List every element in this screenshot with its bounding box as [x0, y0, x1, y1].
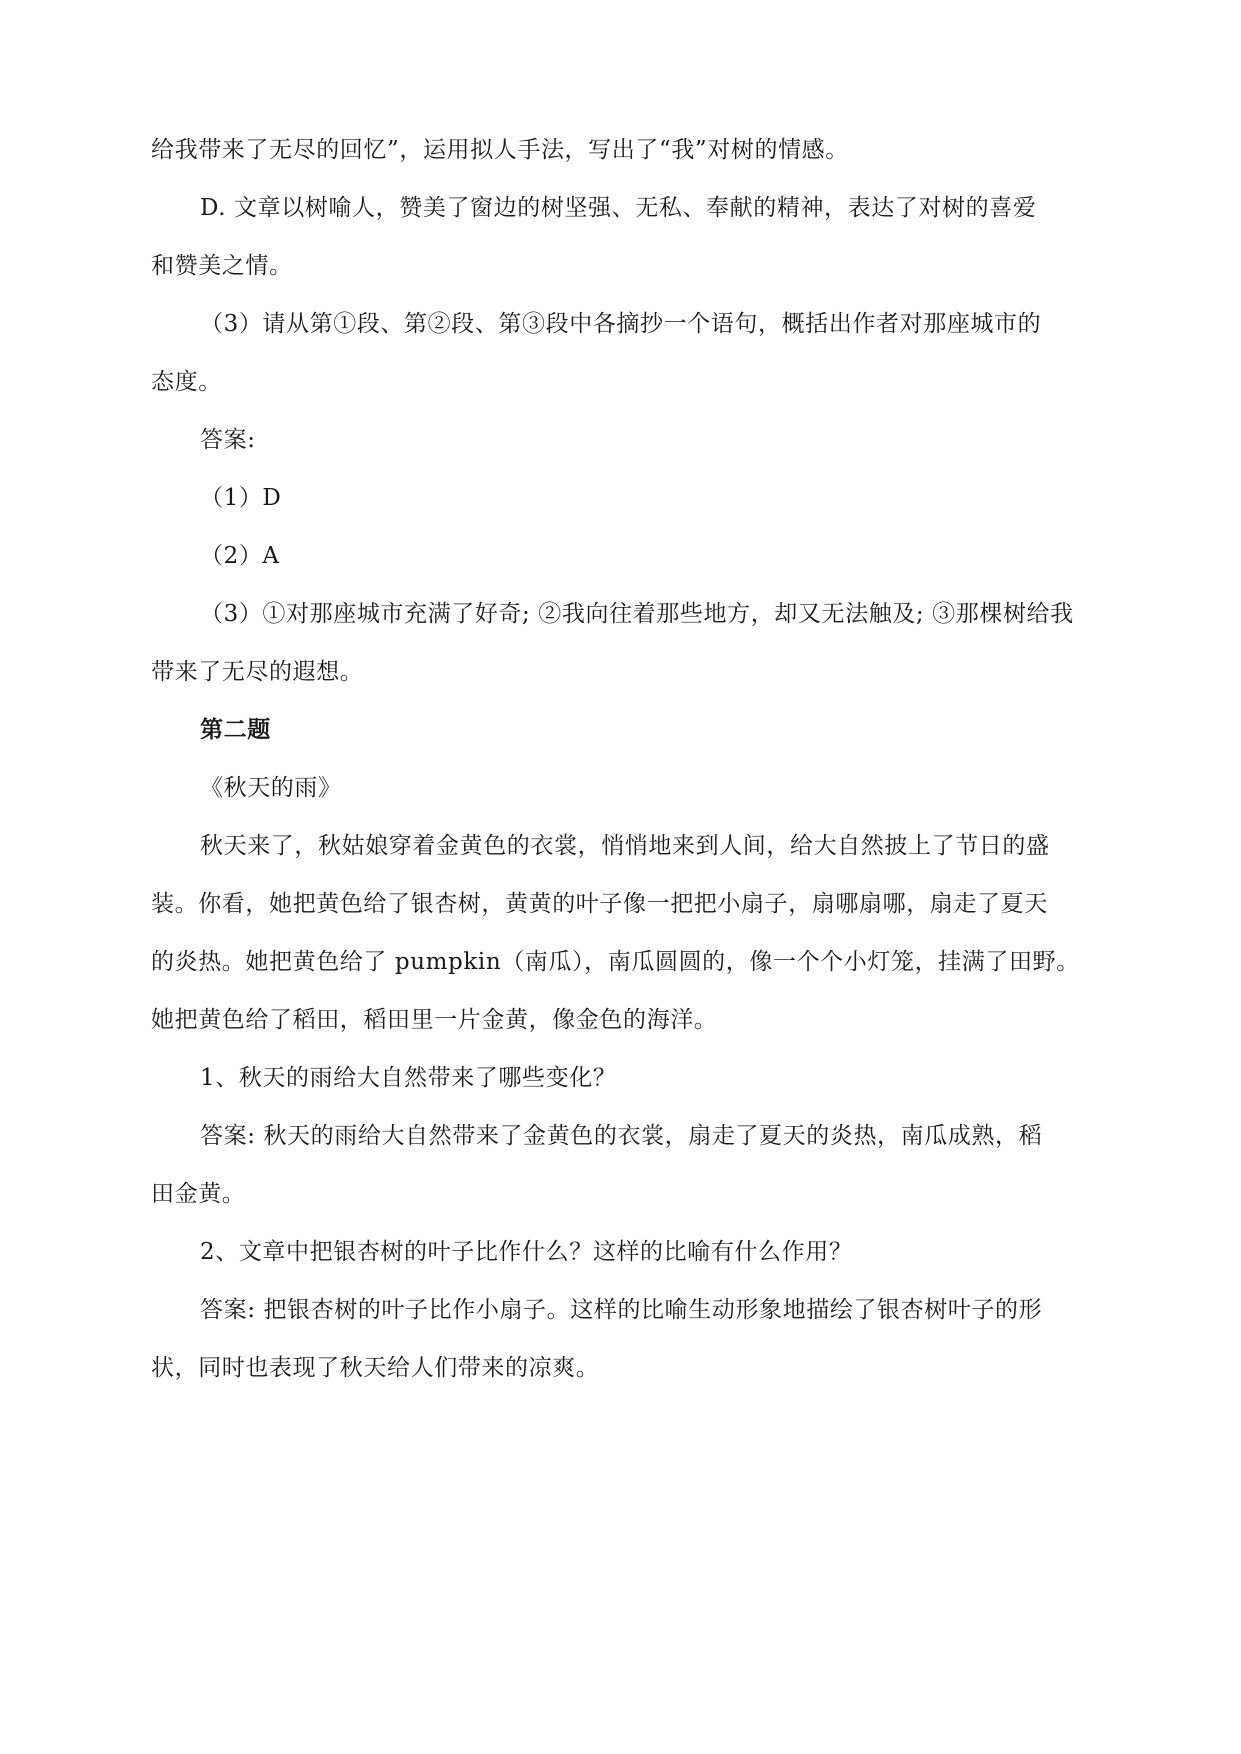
answer-1: （1）D	[200, 485, 282, 511]
passage-line-2: 装。你看，她把黄色给了银杏树，黄黄的叶子像一把把小扇子，扇哪扇哪，扇走了夏天	[151, 891, 1048, 917]
passage-title: 《秋天的雨》	[200, 775, 342, 801]
answer-3-line: （3）①对那座城市充满了好奇; ②我向往着那些地方，却又无法触及; ③那棵树给我	[200, 601, 1074, 627]
answer-label: 答案:	[200, 427, 256, 453]
question-3-line: （3）请从第①段、第②段、第③段中各摘抄一个语句，概括出作者对那座城市的	[200, 311, 1042, 337]
answer-3-continuation: 带来了无尽的遐想。	[151, 659, 364, 685]
answer-2: （2）A	[200, 543, 280, 569]
option-d-line: D. 文章以树喻人，赞美了窗边的树坚强、无私、奉献的精神，表达了对树的喜爱	[200, 195, 1037, 221]
passage-line-4: 她把黄色给了稻田，稻田里一片金黄，像金色的海洋。	[151, 1007, 718, 1033]
question-1-answer-continuation: 田金黄。	[151, 1181, 246, 1207]
section-heading: 第二题	[200, 717, 271, 743]
question-1-answer: 答案: 秋天的雨给大自然带来了金黄色的衣裳，扇走了夏天的炎热，南瓜成熟，稻	[200, 1123, 1043, 1149]
question-3-continuation: 态度。	[151, 369, 222, 395]
option-d-continuation: 和赞美之情。	[151, 253, 293, 279]
passage-line-3: 的炎热。她把黄色给了 pumpkin（南瓜），南瓜圆圆的，像一个个小灯笼，挂满了田野。	[151, 949, 1080, 975]
question-2-answer-continuation: 状，同时也表现了秋天给人们带来的凉爽。	[151, 1355, 600, 1381]
question-2-answer: 答案: 把银杏树的叶子比作小扇子。这样的比喻生动形象地描绘了银杏树叶子的形	[200, 1297, 1043, 1323]
text-line-continuation: 给我带来了无尽的回忆”，运用拟人手法，写出了“我”对树的情感。	[151, 137, 849, 163]
question-2: 2、文章中把银杏树的叶子比作什么？这样的比喻有什么作用？	[200, 1239, 853, 1265]
question-1: 1、秋天的雨给大自然带来了哪些变化？	[200, 1065, 617, 1091]
passage-line-1: 秋天来了，秋姑娘穿着金黄色的衣裳，悄悄地来到人间，给大自然披上了节日的盛	[200, 833, 1050, 859]
